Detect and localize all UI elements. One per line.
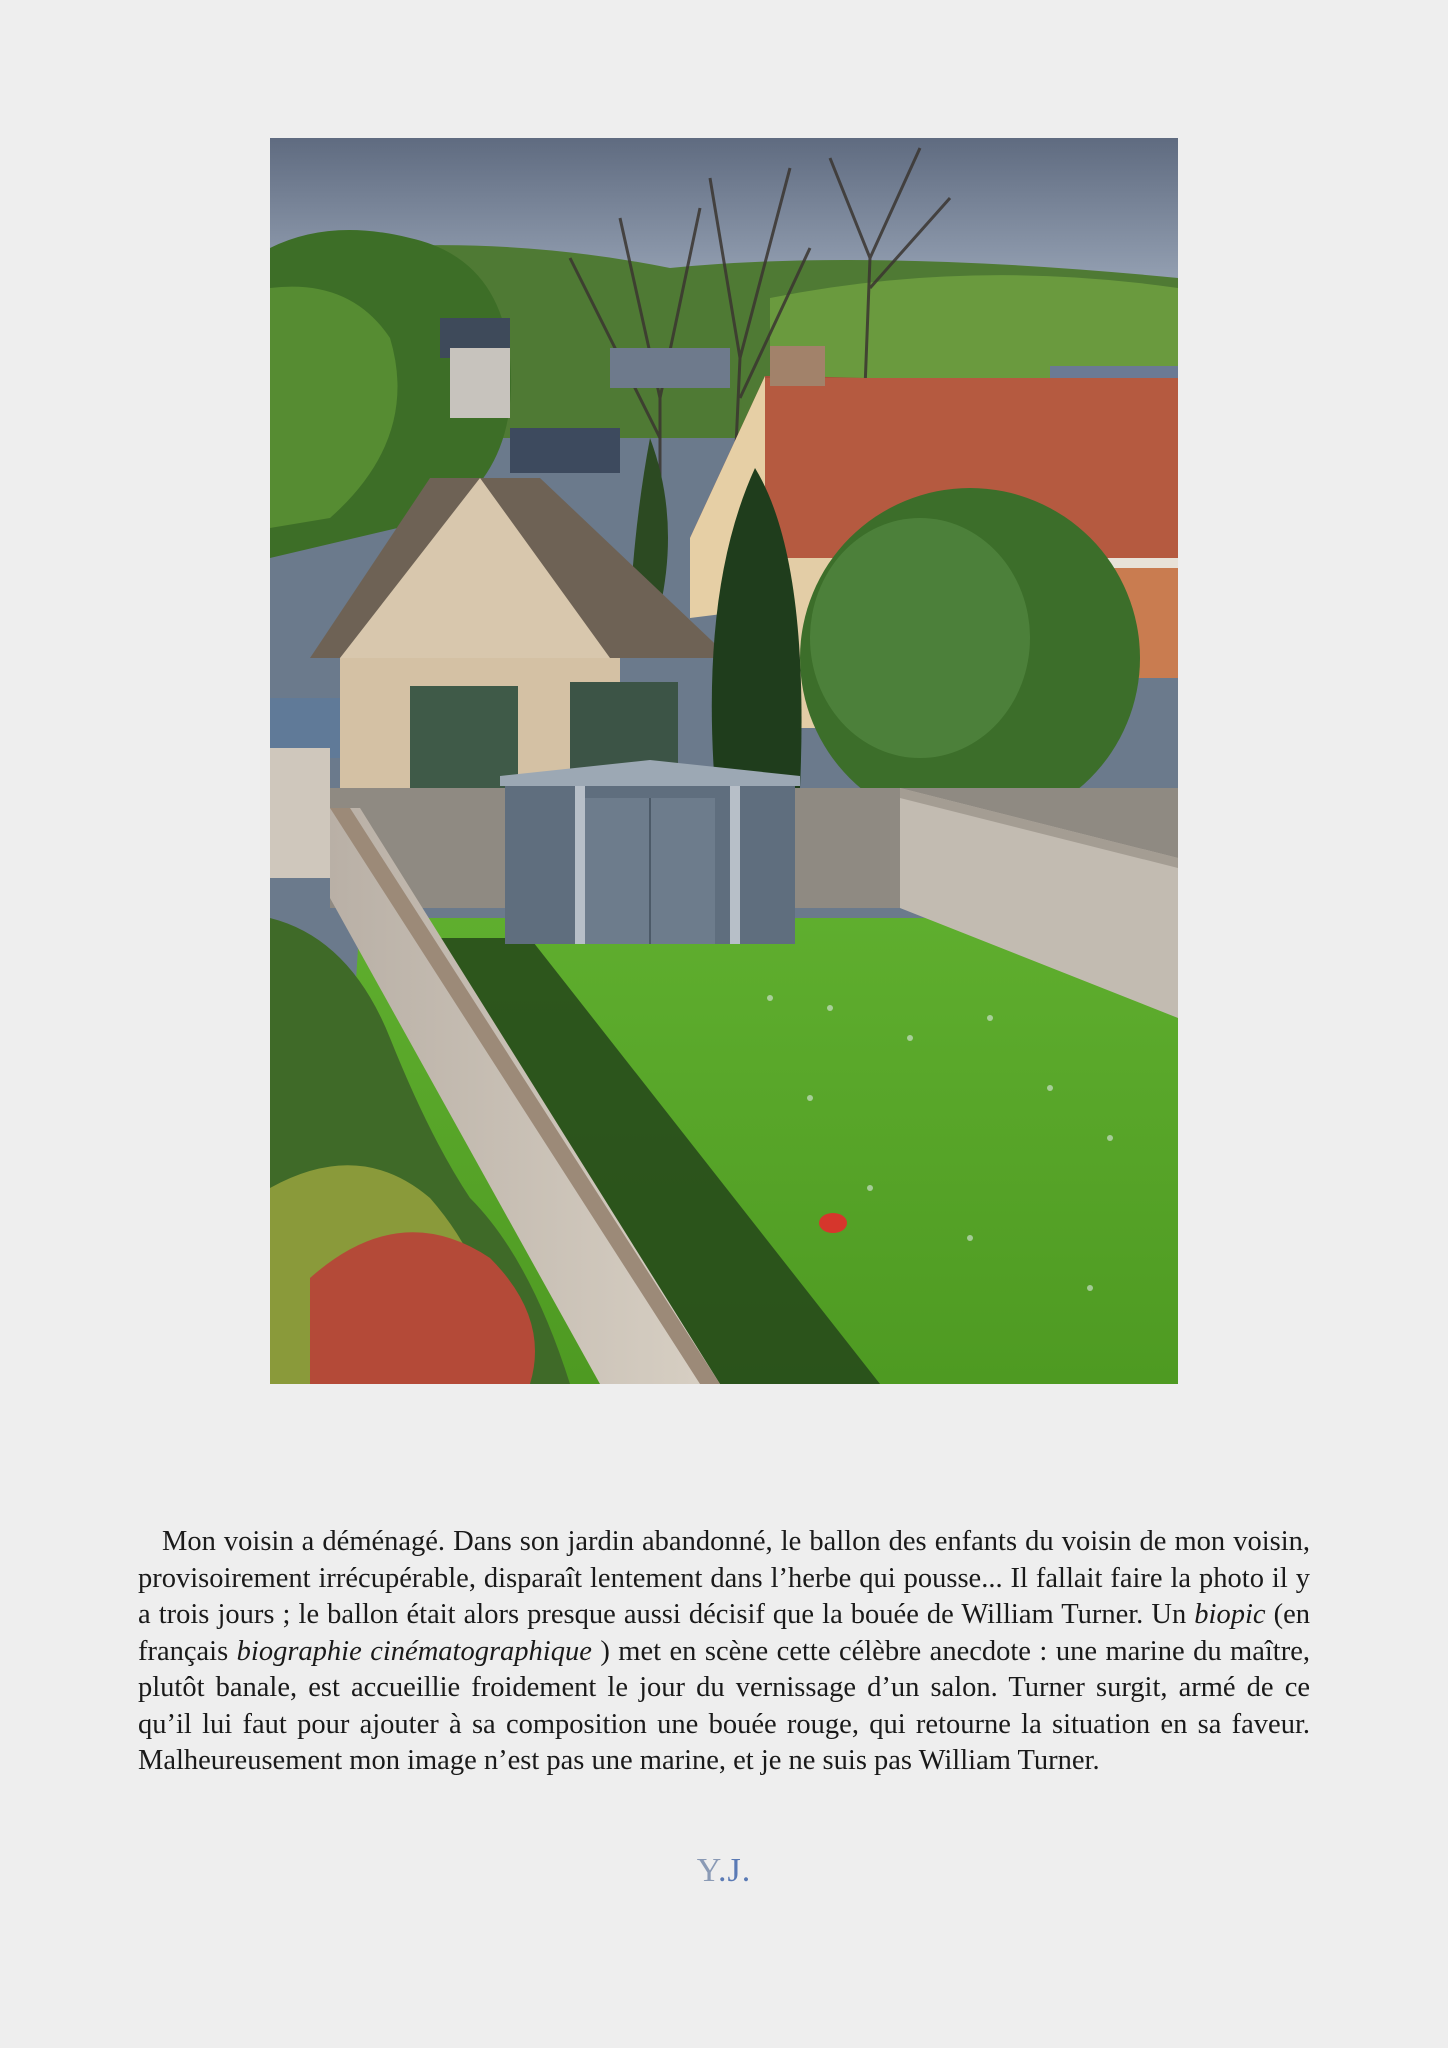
garden-photo <box>270 138 1178 1384</box>
signature-letter-y: Y <box>696 1852 718 1889</box>
signature-dot: . <box>741 1852 752 1889</box>
italic-term-french: biographie cinématographique <box>236 1635 592 1667</box>
signature-letter-j: J <box>727 1852 742 1889</box>
paragraph-text-2: (en français <box>138 1599 1310 1667</box>
signature-dot: . <box>717 1852 728 1889</box>
signature <box>0 1852 1448 1890</box>
paragraph-text-1: Mon voisin a déménagé. Dans son jardin abandonné, le ballon des enfants du voisin de mon voisin, provisoirement irrécupérable, disparaît lentement dans l’herbe qui pousse... Il fallait faire la photo il y a trois jours ; le ballon était alors presque aussi décisif que la bouée de William Turner. Un <box>138 1526 1310 1630</box>
italic-term-biopic: biopic <box>1194 1599 1266 1630</box>
paragraph-text-3: ) met en scène cette célèbre anecdote : une marine du maître, plutôt banale, est accueillie froidement le jour du vernissage d’un salon. Turner surgit, armé de ce qu’il lui faut pour ajouter à sa composition une bouée rouge, qui retourne la situation en sa faveur. Malheureusement mon image n’est pas une marine, et je ne suis pas William Turner. <box>138 1635 1310 1776</box>
body-paragraph <box>138 1524 1310 1780</box>
